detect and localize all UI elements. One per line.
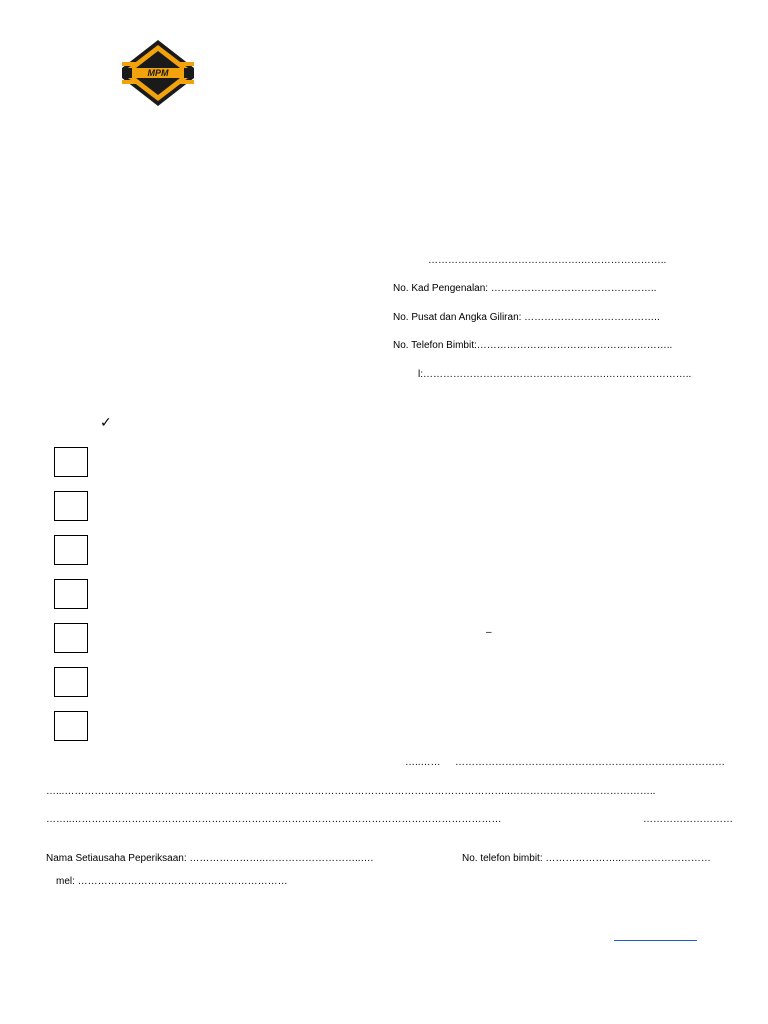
logo-text: MPM	[147, 68, 169, 78]
checkbox-3[interactable]	[54, 535, 88, 565]
notes-line-1a: …..……	[405, 757, 441, 768]
dash-mark: –	[486, 627, 492, 638]
notes-line-3b: ………………………	[643, 814, 733, 825]
tick-instruction-icon: ✓	[100, 415, 112, 431]
mpm-logo	[122, 40, 194, 106]
mobile-number-field: No. Telefon Bimbit:…………………………………………………..	[393, 340, 673, 351]
notes-line-1b: ………………………………………………………………………	[455, 757, 725, 768]
ic-number-field: No. Kad Pengenalan: …………………………………………..	[393, 283, 657, 294]
centre-index-field: No. Pusat dan Angka Giliran: …………………………………..	[393, 312, 660, 323]
secretary-name-field: Nama Setiausaha Peperiksaan: …………………..………………………..….	[46, 853, 374, 864]
checkbox-6[interactable]	[54, 667, 88, 697]
checkbox-2[interactable]	[54, 491, 88, 521]
secretary-mobile-field: No. telefon bimbit: …………………..………………………	[462, 853, 711, 864]
checkbox-5[interactable]	[54, 623, 88, 653]
secretary-email-field: mel: ………………………………………………………	[56, 876, 288, 887]
checkbox-1[interactable]	[54, 447, 88, 477]
hyperlink-underline[interactable]	[614, 940, 697, 941]
checkbox-4[interactable]	[54, 579, 88, 609]
email-field: l:……………………………………………….……………………..	[418, 369, 692, 380]
candidate-name-line: ……………………………………….……………………..	[428, 255, 667, 266]
checkbox-7[interactable]	[54, 711, 88, 741]
notes-line-2: …...……………………………………………………………………………………………………………………..……………………………………..	[46, 786, 656, 797]
notes-line-3a: ……..…………………………………………………………………………………………………………………	[46, 814, 502, 825]
